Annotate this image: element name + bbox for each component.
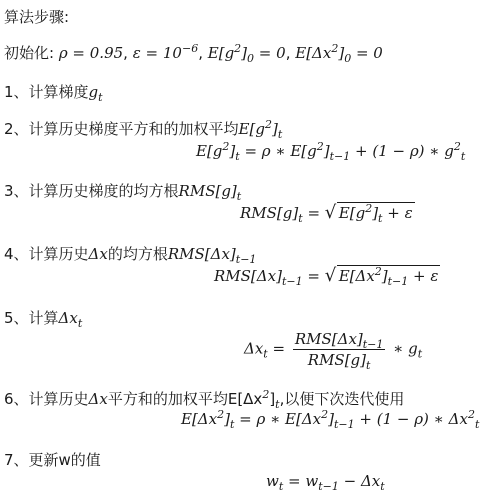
step-2: 2、计算历史梯度平方和的加权平均$E[g^2]_t$ [4,118,283,141]
step-5: 5、计算$\Delta x_t$ [4,309,83,330]
radical-icon: √ [324,202,337,223]
equation-5: $\Delta x_t$ = $\frac{RMS[\Delta x]_{t-1}}{RMS[g]_t}$ ∗ $g_t$ [244,330,423,372]
step-3: 3、计算历史梯度的均方根$RMS[g]_t$ [4,182,242,203]
equation-6: $E[\Delta x^2]_t = \rho$ ∗ $E[\Delta x^2]_{t-1} + (1 - \rho)$ ∗ $\Delta x^2_t$ [181,408,480,431]
step-4: 4、计算历史Δx的均方根$RMS[\Delta x]_{t-1}$ [4,245,257,266]
sqrt-symbol: √ $E[g^2]_t + \varepsilon$ [324,202,413,225]
fraction: $\frac{RMS[\Delta x]_{t-1}}{RMS[g]_t}$ [294,330,384,372]
init-line: 初始化: ρ = 0.95, $\varepsilon = 10^{-6}$, $E[g^2]_0 = 0$, $E[\Delta x^2]_0 = 0$ [4,42,383,65]
equation-2: $E[g^2]_t = \rho$ ∗ $E[g^2]_{t-1} + (1 - \rho)$ ∗ $g^2_t$ [196,140,466,163]
sqrt-symbol: √ $E[\Delta x^2]_{t-1} + \varepsilon$ [324,265,439,288]
heading: 算法步骤: [4,8,70,26]
equation-3: $RMS[g]_t$ = √ $E[g^2]_t + \varepsilon$ [240,202,413,225]
step-7: 7、更新w的值 [4,451,101,469]
step-1: 1、计算梯度$g_t$ [4,83,103,104]
equation-4: $RMS[\Delta x]_{t-1}$ = √ $E[\Delta x^2]_{t-1} + \varepsilon$ [214,265,439,288]
equation-7: $w_t = w_{t-1} - \Delta x_t$ [266,472,385,493]
step-6: 6、计算历史Δx平方和的加权平均$E[\Delta x^2]_t$,以便下次迭代使用 [4,388,405,411]
radical-icon: √ [324,265,337,286]
